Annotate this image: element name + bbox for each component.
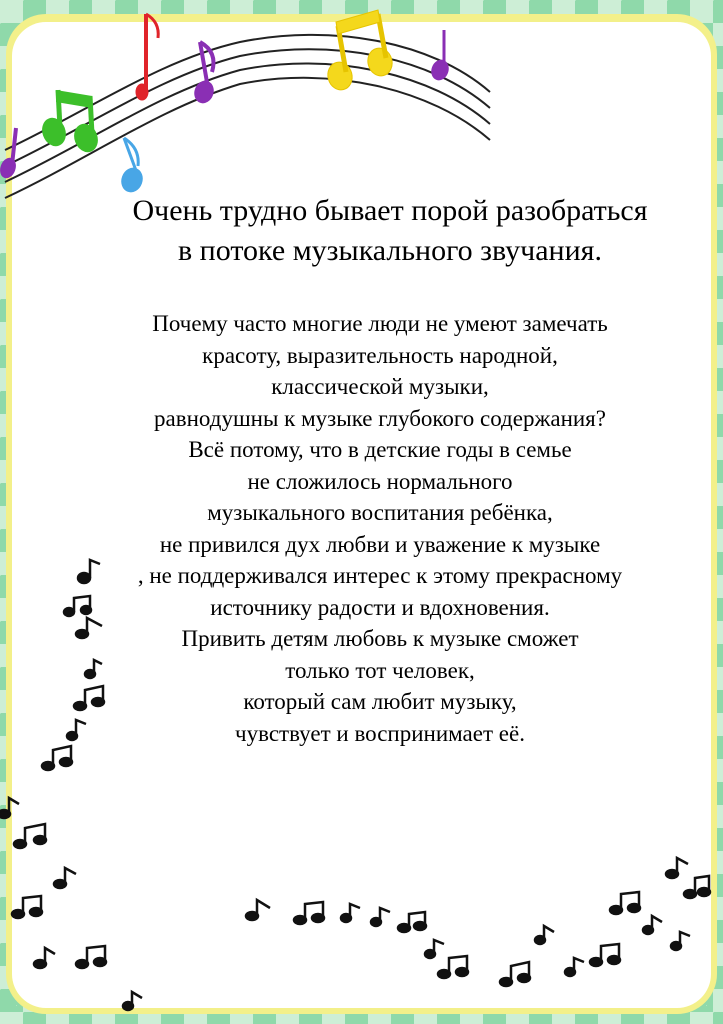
body-line: музыкального воспитания ребёнка, xyxy=(207,500,553,525)
title-line-1: Очень трудно бывает порой разобраться xyxy=(132,194,648,227)
body-line: который сам любит музыку, xyxy=(243,689,517,714)
body-line: не привился дух любви и уважение к музыке xyxy=(159,531,601,557)
body-line: только тот человек, xyxy=(285,657,475,683)
body-line: не сложилось нормального xyxy=(247,468,513,494)
body-line: классической музыки, xyxy=(271,374,489,399)
body-line: Привить детям любовь к музыке сможет xyxy=(181,626,579,651)
body-line: Всё потому, что в детские годы в семье xyxy=(188,437,572,462)
page-title xyxy=(40,191,723,271)
title-line-2: в потоке музыкального звучания. xyxy=(178,234,602,267)
body-line: красоту, выразительность народной, xyxy=(202,342,558,368)
body-line: равнодушны к музыке глубокого содержания? xyxy=(154,405,606,431)
body-paragraph xyxy=(60,308,700,749)
body-line: Почему часто многие люди не умеют замечать xyxy=(152,311,608,336)
body-line: , не поддерживался интерес к этому прекрасному xyxy=(137,563,623,588)
music-staff-icon xyxy=(5,35,490,198)
body-line: чувствует и воспринимает её. xyxy=(235,720,525,746)
body-line: источнику радости и вдохновения. xyxy=(210,594,550,620)
